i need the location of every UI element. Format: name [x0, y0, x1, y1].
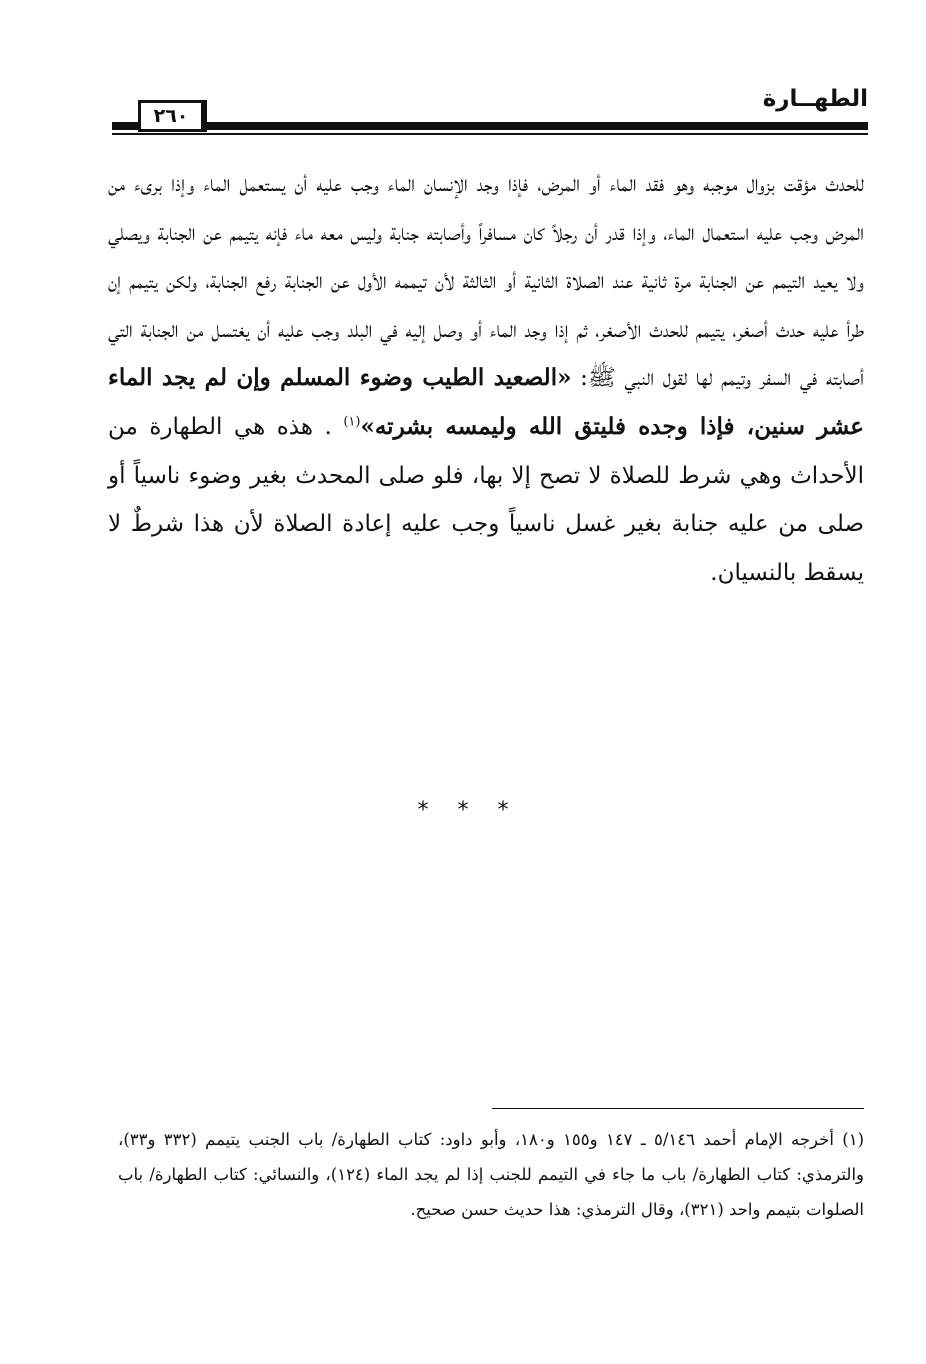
footnote-divider: [492, 1108, 864, 1109]
header-rule-thick: [112, 122, 868, 130]
header-rule-thin: [112, 133, 868, 135]
main-text-part-2: . هذه هي الطهارة من الأحداث وهي شرط للصلاة لا تصح إلا بها، فلو صلى المحدث بغير وضوء ناسياً أو صلى من عليه جنابة بغير غسل ناسياً وجب عليه إعادة الصلاة لأن هذا شرطٌ لا يسقط بالنسيان.: [108, 413, 864, 586]
page-number: ٢٦٠: [138, 100, 204, 132]
section-separator: * * *: [417, 798, 509, 823]
running-title: الطهــارة: [762, 86, 868, 112]
main-text: [108, 160, 864, 597]
hadith-quote: «الصعيد الطيب وضوء المسلم وإن لم يجد الماء عشر سنين، فإذا وجده فليتق الله وليمسه بشرته»: [108, 364, 865, 440]
page-header: [112, 84, 868, 140]
footnote-reference: (١): [343, 414, 361, 430]
main-text-part-1: للحدث مؤقت بزوال موجبه وهو فقد الماء أو المرض، فإذا وجد الإنسان الماء وجب عليه أن يستعمل الماء وإذا برىء من المرض وجب عليه استعمال الماء، وإذا قدر أن رجلاً كان مسافراً وأصابته جنابة وليس معه ماء فإنه يتيمم عن الجنابة ويصلي ولا يعيد التيمم عن الجنابة مرة ثانية عند الصلاة الثانية أو الثالثة لأن تيممه الأول عن الجنابة رفع الجنابة، ولكن يتيمم إن طرأ عليه حدث أصغر، يتيمم للحدث الأصغر، ثم إذا وجد الماء أو وصل إليه في البلد وجب عليه أن يغتسل من الجنابة التي أصابته في السفر وتيمم لها لقول النبي ﷺ:: [108, 171, 864, 392]
footnote: (١) أخرجه الإمام أحمد ٥/١٤٦ ـ ١٤٧ و١٥٥ و١٨٠، وأبو داود: كتاب الطهارة/ باب الجنب يتيمم (٣٣٢ و٣٣)، والترمذي: كتاب الطهارة/ باب ما جاء في التيمم للجنب إذا لم يجد الماء (١٢٤)، والنسائي: كتاب الطهارة/ باب الصلوات بتيمم واحد (٣٢١)، وقال الترمذي: هذا حديث حسن صحيح.: [118, 1130, 865, 1219]
